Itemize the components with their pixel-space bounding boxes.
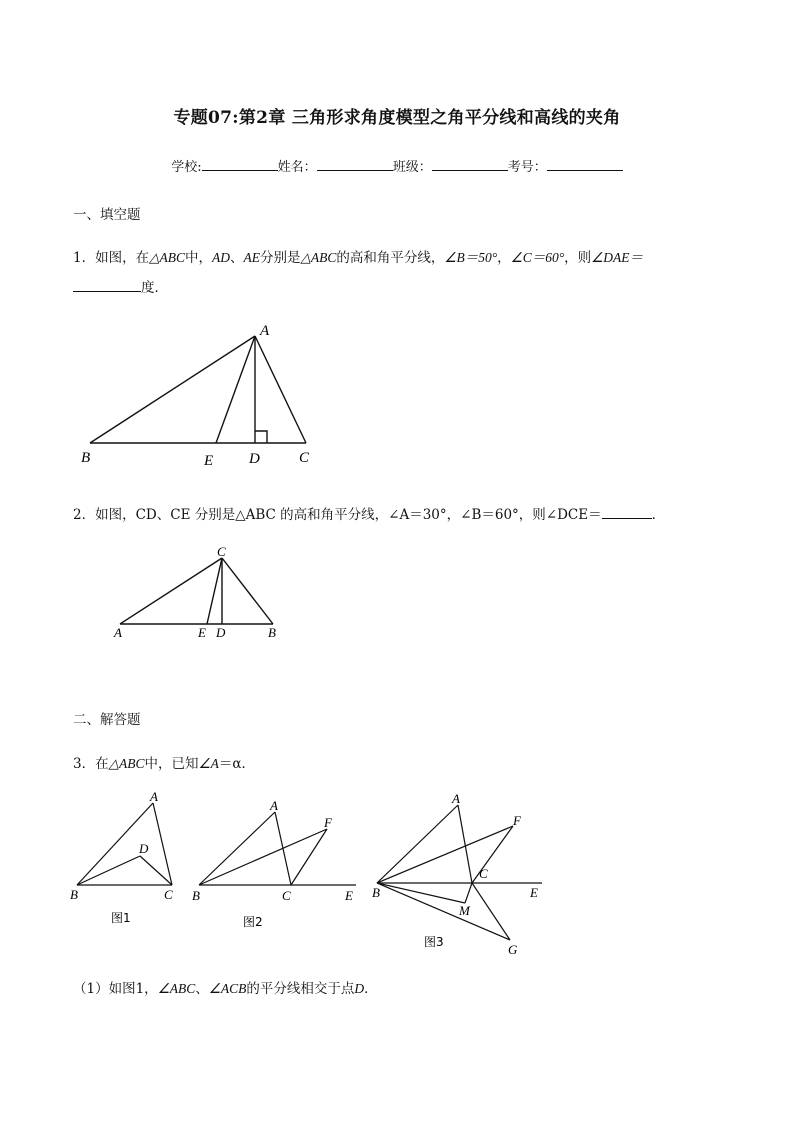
school-label: 学校: xyxy=(171,160,202,175)
fig2-label-e: E xyxy=(345,888,353,903)
fig3-label-f: F xyxy=(513,813,521,828)
q1-text-1: 中， xyxy=(184,250,212,266)
fig1-label-d: D xyxy=(139,841,149,856)
q3p1-end: ． xyxy=(364,981,378,997)
q1-answer-blank[interactable] xyxy=(73,279,141,292)
fig2-label-a: A xyxy=(270,798,278,813)
q2-answer-blank[interactable] xyxy=(602,506,652,519)
q1-ae: AE xyxy=(243,250,260,265)
fig2-label-f: F xyxy=(324,815,332,830)
q1-figure xyxy=(75,318,335,470)
fig3-label-b: B xyxy=(372,885,380,900)
q2-label-c: C xyxy=(217,544,226,559)
q1-line-ac xyxy=(255,336,306,443)
q1-ad: AD xyxy=(211,250,230,265)
name-field[interactable] xyxy=(317,158,393,171)
q2-label-d: D xyxy=(216,625,226,640)
question-3 xyxy=(73,752,255,772)
q1-label-d: D xyxy=(249,451,260,467)
q3p1-point-d: D xyxy=(354,981,365,996)
q1-sep: 、 xyxy=(229,250,244,266)
q3-figure-3 xyxy=(372,791,542,957)
q2-line-ac xyxy=(120,558,222,624)
q3p1-number: （1）如图1， xyxy=(73,981,158,997)
fig3-label-m: M xyxy=(459,903,470,918)
q1-label-b: B xyxy=(81,450,91,466)
q1-line-ae xyxy=(216,336,255,443)
q1-label-c: C xyxy=(299,450,310,466)
q1-text-3: 的高和角平分线， xyxy=(336,250,445,266)
school-field[interactable] xyxy=(202,158,278,171)
q2-figure xyxy=(108,540,288,645)
page-title: 专题07:第2章 三角形求角度模型之角平分线和高线的夹角 xyxy=(173,108,621,128)
q1-label-e: E xyxy=(204,453,214,469)
q3p1-angle-acb: ∠ACB xyxy=(208,981,247,996)
q3p1-text: 的平分线相交于点 xyxy=(246,981,355,997)
q3-figure-1 xyxy=(70,789,173,925)
number-label: 考号： xyxy=(507,160,547,175)
q1-ask: ∠DAE＝ xyxy=(591,250,643,265)
q3-text-2: ＝α． xyxy=(218,756,255,772)
section-heading-fill-in: 一、填空题 xyxy=(73,207,141,223)
q1-angle-b: ∠B＝50° xyxy=(444,250,498,265)
q1-line-ab xyxy=(90,336,255,443)
fig3-label-a: A xyxy=(452,791,460,806)
q3-number: 3．在 xyxy=(73,756,109,772)
question-2 xyxy=(73,503,665,523)
fig1-label-c: C xyxy=(164,887,173,902)
fig3-caption: 图3 xyxy=(424,935,444,949)
fig1-caption: 图1 xyxy=(111,911,131,925)
q3-angle-a: ∠A xyxy=(198,756,219,771)
question-1 xyxy=(73,246,643,266)
section-heading-solve: 二、解答题 xyxy=(73,712,141,728)
class-label: 班级： xyxy=(392,160,432,175)
q1-text-2: 分别是 xyxy=(259,250,301,266)
q1-triangle-2: △ABC xyxy=(300,250,337,265)
q2-label-b: B xyxy=(268,625,276,640)
fig1-label-a: A xyxy=(150,789,158,804)
q1-number: 1．如图，在 xyxy=(73,250,150,266)
q2-label-a: A xyxy=(114,625,122,640)
fig3-label-g: G xyxy=(508,942,518,957)
class-field[interactable] xyxy=(432,158,508,171)
q3-figure-2 xyxy=(192,798,356,929)
q1-unit: 度． xyxy=(141,280,168,296)
q1-triangle: △ABC xyxy=(149,250,185,265)
student-info-line xyxy=(0,156,794,175)
q2-line-ce xyxy=(207,558,222,624)
q2-text: 2．如图，CD、CE 分别是△ABC 的高和角平分线，∠A＝30°，∠B＝60°，则∠DCE＝ xyxy=(73,507,602,523)
q3-triangle: △ABC xyxy=(108,756,145,771)
number-field[interactable] xyxy=(547,158,623,171)
fig2-label-c: C xyxy=(282,888,291,903)
q3-figures xyxy=(65,785,555,960)
question-3-part-1 xyxy=(73,977,378,997)
fig2-caption: 图2 xyxy=(243,915,263,929)
q3p1-sep: 、 xyxy=(195,981,209,997)
q2-line-bc xyxy=(222,558,273,624)
q2-end: ． xyxy=(651,507,666,523)
fig3-label-c: C xyxy=(479,866,488,881)
q3-text-1: 中，已知 xyxy=(144,756,199,772)
q1-label-a: A xyxy=(260,323,270,339)
name-label: 姓名： xyxy=(277,160,317,175)
q1-text-4: ，则 xyxy=(564,250,592,266)
q2-label-e: E xyxy=(198,625,206,640)
q1-comma: ， xyxy=(497,250,511,266)
q1-right-angle-mark xyxy=(255,431,267,443)
question-1-line-2 xyxy=(73,276,168,296)
fig3-label-e: E xyxy=(530,885,538,900)
q3p1-angle-abc: ∠ABC xyxy=(157,981,196,996)
q1-angle-c: ∠C＝60° xyxy=(510,250,565,265)
fig1-label-b: B xyxy=(70,887,78,902)
fig2-label-b: B xyxy=(192,888,200,903)
